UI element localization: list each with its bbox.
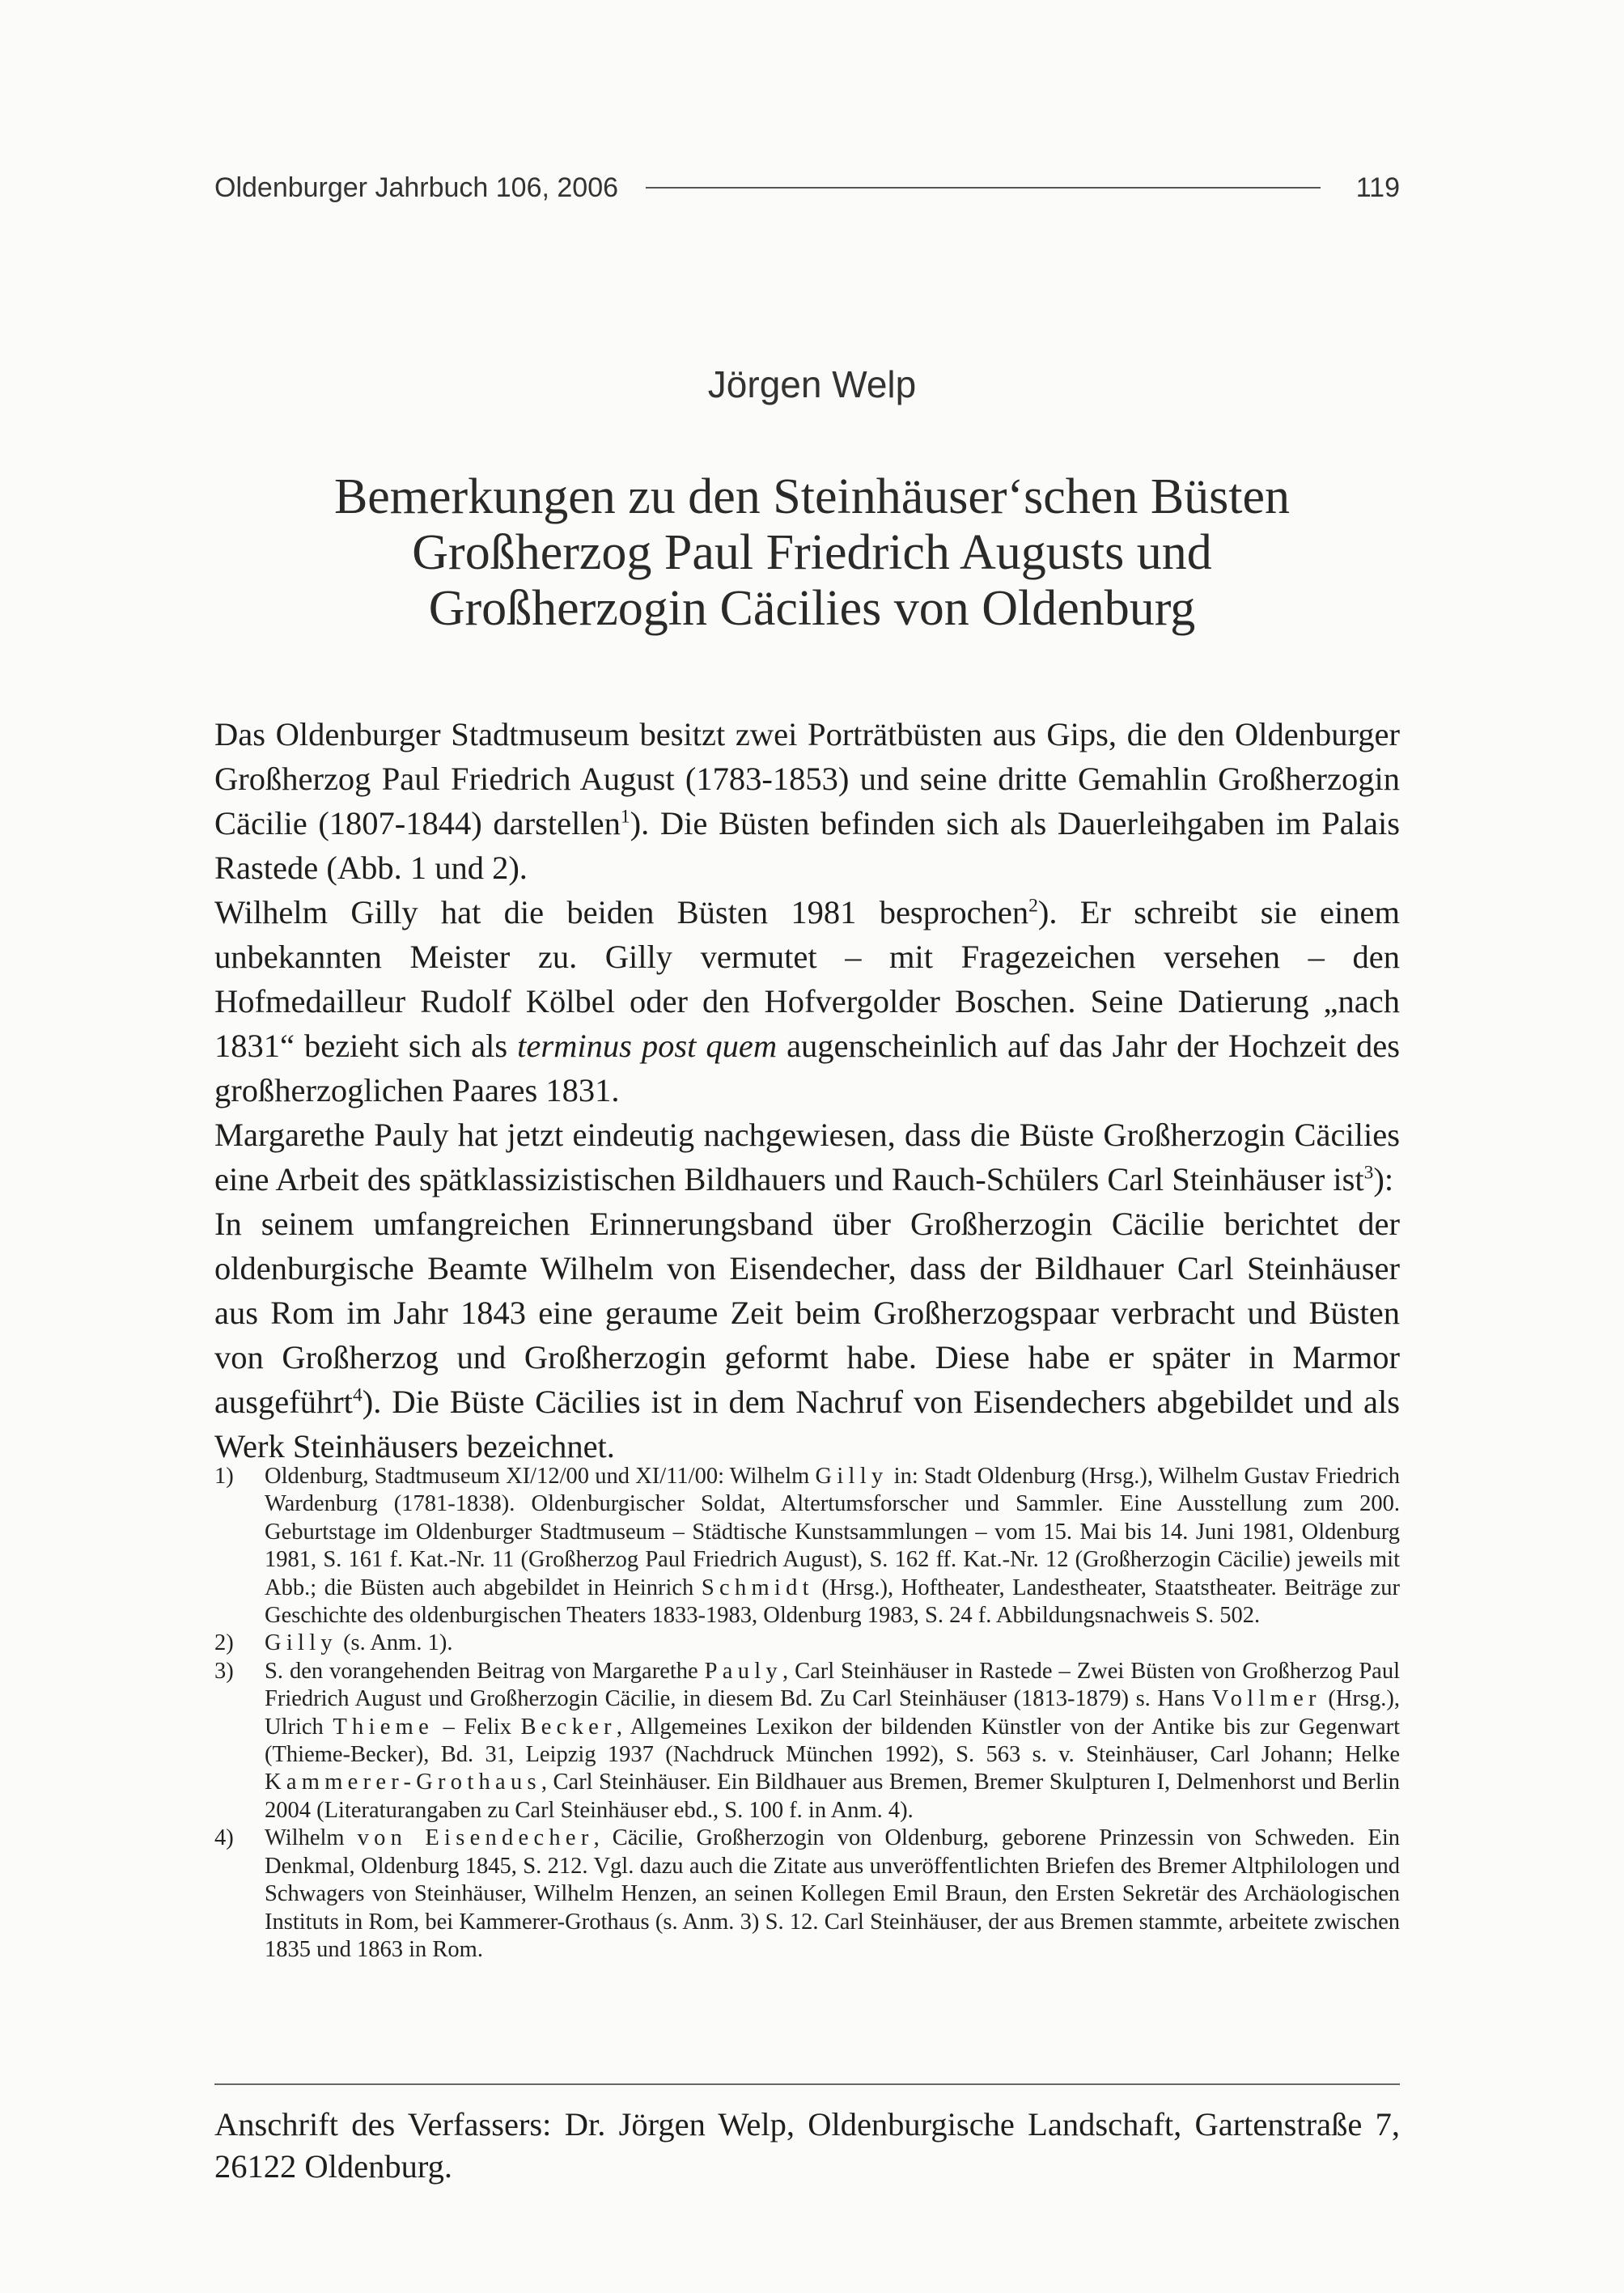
text: (Hrsg.), Hoftheater, Landestheater, Staatstheater. Beiträge zur Geschichte des oldenburgischen Theaters 1833-1983, Oldenburg 1983, S. 24 f. Abbildungsnachweis S. 502. (265, 1575, 1400, 1629)
paragraph-text: Das Oldenburger Stadtmuseum besitzt zwei Porträtbüsten aus Gips, die den Oldenburger Großherzog Paul Friedrich August (1783-1853) und seine dritte Gemahlin Großherzogin Cäcilie (1807-1844) darstellen (214, 716, 1400, 841)
page-number: 119 (1355, 172, 1400, 203)
text: Oldenburg, Stadtmuseum XI/12/00 und XI/11/00: Wilhelm (265, 1464, 816, 1489)
spaced-name: Gilly (815, 1464, 888, 1489)
paragraph-text: Margarethe Pauly hat jetzt eindeutig nachgewiesen, dass die Büste Großherzogin Cäcilies eine Arbeit des spätklassizistischen Bildhauers und Rauch-Schülers Carl Steinhäuser ist (214, 1117, 1400, 1197)
footnote-number: 1) (214, 1464, 234, 1489)
spaced-name: Becker (520, 1714, 617, 1740)
text: , Carl Steinhäuser in Rastede – Zwei Büsten von Großherzog Paul Friedrich August und Großherzogin Cäcilie, in diesem Bd. Zu Carl Steinhäuser (1813-1879) s. Hans (265, 1658, 1400, 1712)
text: , Allgemeines Lexikon der bildenden Künstler von der Antike bis zur Gegenwart (Thieme-Becker), Bd. 31, Leipzig 1937 (Nachdruck München 1992), S. 563 s. v. Steinhäuser, Carl Johann; Helke (265, 1714, 1401, 1768)
footnote-ref: 3 (1363, 1162, 1374, 1184)
address-rule (214, 2083, 1400, 2085)
text: , Carl Steinhäuser. Ein Bildhauer aus Bremen, Bremer Skulpturen I, Delmenhorst und Berlin 2004 (Literaturangaben zu Carl Steinhäuser ebd., S. 100 f. in Anm. 4). (265, 1770, 1400, 1823)
paragraph-1 (214, 712, 1400, 890)
spaced-name: Gilly (265, 1630, 337, 1656)
running-header (214, 167, 1400, 208)
footnotes (214, 1463, 1400, 1964)
author-address: Anschrift des Verfassers: Dr. Jörgen Welp, Oldenburgische Landschaft, Gartenstraße 7, 26122 Oldenburg. (214, 2106, 1400, 2185)
footnote-text (265, 1463, 1400, 1630)
footnote-3 (214, 1658, 1400, 1825)
paragraph-text: ). Die Büsten befinden sich als Dauerleihgaben im Palais Rastede (Abb. 1 und 2). (214, 805, 1401, 886)
paragraph-text: ). Die Büste Cäcilies ist in dem Nachruf von Eisendechers abgebildet und als Werk Steinhäusers bezeichnet. (214, 1384, 1400, 1464)
text: – Felix (434, 1714, 521, 1740)
paragraph-4 (214, 1202, 1400, 1469)
footnote-ref: 4 (352, 1384, 363, 1406)
header-rule (646, 187, 1321, 189)
paragraph-text: ). Er schreibt sie einem unbekannten Meister zu. Gilly vermutet – mit Fragezeichen versehen – den Hofmedailleur Rudolf Kölbel oder den Hofvergolder Boschen. Seine Datierung „nach 1831“ bezieht sich als (214, 894, 1400, 1064)
footnote-1 (214, 1463, 1400, 1630)
paragraph-text: ): (1373, 1161, 1394, 1197)
footnote-number: 2) (214, 1630, 234, 1656)
text: in: Stadt Oldenburg (Hrsg.), Wilhelm Gustav Friedrich Wardenburg (1781-1838). Oldenburgischer Soldat, Altertumsforscher und Sammler. Eine Ausstellung zum 200. Geburtstage im Oldenburger Stadtmuseum – Städtische Kunstsammlungen – vom 15. Mai bis 14. Juni 1981, Oldenburg 1981, S. 161 f. Kat.-Nr. 11 (Großherzog Paul Friedrich August), S. 162 ff. Kat.-Nr. 12 (Großherzogin Cäcilie) jeweils mit Abb.; die Büsten auch abgebildet in Heinrich (265, 1464, 1400, 1600)
paragraph-text: Wilhelm Gilly hat die beiden Büsten 1981 besprochen (214, 894, 1029, 930)
spaced-name: Pauly (704, 1658, 782, 1684)
paragraph-2 (214, 890, 1400, 1113)
footnote-text (265, 1630, 1400, 1657)
italic-term: terminus post quem (517, 1028, 778, 1064)
spaced-name: Schmidt (701, 1575, 814, 1600)
footnote-number: 4) (214, 1825, 234, 1851)
journal-title: Oldenburger Jahrbuch 106, 2006 (214, 172, 619, 203)
spaced-name: Thieme (333, 1714, 435, 1740)
text: S. den vorangehenden Beitrag von Margarethe (265, 1658, 705, 1684)
footnote-ref: 2 (1028, 895, 1038, 917)
title-line-1: Bemerkungen zu den Steinhäuser‘schen Büsten (333, 469, 1291, 524)
spaced-name: Kammerer-Grothaus (265, 1770, 541, 1795)
footnote-text (265, 1658, 1400, 1825)
footnote-ref: 1 (620, 806, 630, 828)
title-line-2: Großherzog Paul Friedrich Augusts und (412, 525, 1212, 580)
paragraph-text: In seinem umfangreichen Erinnerungsband über Großherzogin Cäcilie berichtet der oldenburgische Beamte Wilhelm von Eisendecher, dass der Bildhauer Carl Steinhäuser aus Rom im Jahr 1843 eine geraume Zeit beim Großherzogspaar verbracht und Büsten von Großherzog und Großherzogin geformt habe. Diese habe er später in Marmor ausgeführt (214, 1206, 1400, 1420)
author-name: Jörgen Welp (707, 363, 917, 405)
spaced-name: Vollmer (1211, 1686, 1321, 1712)
article-body (214, 712, 1400, 1469)
text: Wilhelm (265, 1825, 358, 1851)
article-title (162, 469, 1462, 637)
paragraph-3 (214, 1113, 1400, 1202)
footnote-number: 3) (214, 1658, 234, 1684)
footnote-4 (214, 1825, 1400, 1964)
paragraph-text: augenscheinlich auf das Jahr der Hochzeit des großherzoglichen Paares 1831. (214, 1028, 1400, 1108)
footnote-text (265, 1825, 1400, 1964)
title-line-3: Großherzogin Cäcilies von Oldenburg (428, 581, 1196, 636)
spaced-name: von Eisendecher (357, 1825, 594, 1851)
text: (Hrsg.), Ulrich (265, 1686, 1400, 1740)
text: (s. Anm. 1). (337, 1630, 453, 1656)
footnote-2 (214, 1630, 1400, 1657)
text: , Cäcilie, Großherzogin von Oldenburg, geborene Prinzessin von Schweden. Ein Denkmal, Oldenburg 1845, S. 212. Vgl. dazu auch die Zitate aus unveröffentlichten Briefen des Bremer Altphilologen und Schwagers von Steinhäuser, Wilhelm Henzen, an seinen Kollegen Emil Braun, den Ersten Sekretär des Archäologischen Instituts in Rom, bei Kammerer-Grothaus (s. Anm. 3) S. 12. Carl Steinhäuser, der aus Bremen stammte, arbeitete zwischen 1835 und 1863 in Rom. (265, 1825, 1400, 1962)
